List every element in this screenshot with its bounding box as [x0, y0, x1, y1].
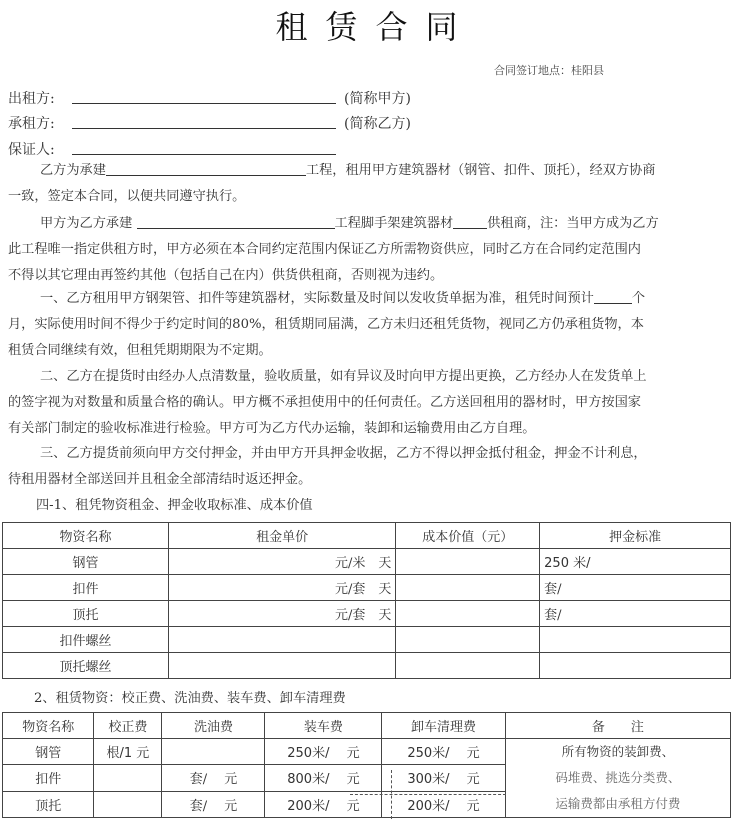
clause-text: 有关部门制定的验收标准进行检验。甲方可为乙方代办运输，装卸和运输费用由乙方自理。 [8, 421, 536, 436]
lessee-blank[interactable] [72, 128, 336, 129]
header-cell: 装车费 [265, 713, 382, 739]
clause-text: 租赁合同继续有效，但租凭期期限为不定期。 [8, 343, 272, 358]
table-row [3, 627, 731, 653]
clause-text: 一、乙方租用甲方钢架管、扣件等建筑器材，实际数量及时间以发收货单据为准，租凭时间预计 [40, 291, 594, 306]
intro-text: 乙方为承建 [40, 163, 106, 178]
rent-cell[interactable] [168, 627, 395, 653]
lessor-label: 出租方: [8, 91, 55, 107]
lessee-row [8, 113, 411, 133]
lessee-label: 承租方: [8, 116, 55, 132]
unloading-fee[interactable]: 200米/ 元 [382, 791, 505, 817]
header-cell: 成本价值（元） [396, 523, 540, 549]
months-blank[interactable] [594, 289, 632, 304]
correction-fee[interactable] [94, 765, 162, 791]
clause-3 [8, 441, 730, 493]
rent-deposit-table [2, 522, 731, 679]
guarantor-row [8, 139, 70, 159]
table-header-row [3, 713, 731, 739]
table-row [3, 575, 731, 601]
sign-place: 合同签订地点：桂阳县 [494, 64, 604, 77]
deposit-cell[interactable] [540, 627, 731, 653]
intro-text: 甲方为乙方承建 [40, 216, 137, 231]
material-name: 扣件 [3, 575, 169, 601]
remark-line: 码堆费、挑选分类费、 [555, 770, 681, 785]
document-title: 租赁合同 [275, 8, 476, 46]
rent-cell[interactable]: 元/套 天 [168, 601, 395, 627]
header-cell: 物资名称 [3, 713, 94, 739]
selection-marquee-left [391, 770, 392, 819]
section-4-2-heading: 2、租赁物资：校正费、洗油费、装车费、卸车清理费 [34, 691, 346, 706]
lessor-note: (简称甲方) [344, 91, 411, 107]
table-row [3, 549, 731, 575]
clause-text: 月，实际使用时间不得少于约定时间的80%，租赁期同届满，乙方未归还租凭货物，视同乙方仍承租货物，本 [8, 317, 644, 332]
intro-text: 工程，租用甲方建筑器材（钢管、扣件、顶托），经双方协商 [305, 163, 656, 178]
clause-text: 待租用器材全部送回并且租金全部清结时返还押金。 [8, 472, 312, 487]
project-blank[interactable] [106, 161, 306, 176]
clause-text: 的签字视为对数量和质量合格的确认。甲方概不承担使用中的任何责任。乙方送回租用的器材时，甲方按国家 [8, 395, 641, 410]
material-name: 顶托螺丝 [3, 653, 169, 679]
intro-text: 工程脚手架建筑器材 [334, 216, 454, 231]
header-cell: 卸车清理费 [382, 713, 505, 739]
rent-cell[interactable] [168, 653, 395, 679]
intro-paragraph-2 [8, 211, 730, 289]
table-header-row [3, 523, 731, 549]
deposit-cell[interactable] [540, 653, 731, 679]
cost-cell[interactable] [396, 601, 540, 627]
intro-text: 不得以其它理由再签约其他（包括自己在内）供货供租商，否则视为违约。 [8, 268, 444, 283]
loading-fee[interactable]: 800米/ 元 [265, 765, 382, 791]
deposit-cell[interactable]: 套/ [540, 575, 731, 601]
clause-text: 三、乙方提货前须向甲方交付押金，并由甲方开具押金收据，乙方不得以押金抵付租金，押金不计利息， [40, 446, 647, 461]
header-cell: 物资名称 [3, 523, 169, 549]
material-name: 顶托 [3, 791, 94, 817]
section-4-1-heading: 四-1、租凭物资租金、押金收取标准、成本价值 [36, 498, 313, 513]
table-row [3, 653, 731, 679]
cost-cell[interactable] [396, 653, 540, 679]
selection-marquee-top [350, 794, 506, 795]
oil-wash-fee[interactable]: 套/ 元 [162, 765, 265, 791]
material-name: 扣件螺丝 [3, 627, 169, 653]
guarantor-blank[interactable] [72, 154, 336, 155]
header-cell: 租金单价 [168, 523, 395, 549]
deposit-cell[interactable]: 250 米/ [540, 549, 731, 575]
header-cell: 备 注 [505, 713, 730, 739]
header-cell: 洗油费 [162, 713, 265, 739]
cost-cell[interactable] [396, 575, 540, 601]
table-row [3, 601, 731, 627]
supplier-blank[interactable] [453, 214, 487, 229]
oil-wash-fee[interactable] [162, 739, 265, 765]
header-cell: 押金标准 [540, 523, 731, 549]
material-name: 顶托 [3, 601, 169, 627]
lessor-row [8, 88, 411, 108]
fees-table [2, 712, 731, 818]
deposit-cell[interactable]: 套/ [540, 601, 731, 627]
cost-cell[interactable] [396, 627, 540, 653]
header-cell: 校正费 [94, 713, 162, 739]
unloading-fee[interactable]: 250米/ 元 [382, 739, 505, 765]
intro-text: 此工程唯一指定供租方时，甲方必须在本合同约定范围内保证乙方所需物资供应，同时乙方在合同约定范围内 [8, 242, 641, 257]
unloading-fee[interactable]: 300米/ 元 [382, 765, 505, 791]
oil-wash-fee[interactable]: 套/ 元 [162, 791, 265, 817]
intro-text: 一致，签定本合同，以便共同遵守执行。 [8, 189, 246, 204]
correction-fee[interactable] [94, 791, 162, 817]
correction-fee[interactable]: 根/1 元 [94, 739, 162, 765]
remark-line: 所有物资的装卸费、 [561, 744, 675, 759]
table-row [3, 739, 731, 765]
clause-2 [8, 364, 730, 442]
remarks-cell [505, 739, 730, 818]
clause-1 [8, 286, 730, 364]
loading-fee[interactable]: 200米/ 元 [265, 791, 382, 817]
intro-paragraph-1 [8, 158, 730, 210]
loading-fee[interactable]: 250米/ 元 [265, 739, 382, 765]
material-name: 钢管 [3, 739, 94, 765]
rent-cell[interactable]: 元/米 天 [168, 549, 395, 575]
lessee-note: (简称乙方) [344, 116, 411, 132]
clause-text: 个 [631, 291, 646, 306]
project-blank-2[interactable] [137, 214, 335, 229]
intro-text: 供租商，注：当甲方成为乙方 [487, 216, 659, 231]
clause-text: 二、乙方在提货时由经办人点清数量，验收质量，如有异议及时向甲方提出更换，乙方经办人在发货单上 [40, 369, 647, 384]
remark-line: 运输费都由承租方付费 [555, 796, 681, 811]
lessor-blank[interactable] [72, 103, 336, 104]
material-name: 钢管 [3, 549, 169, 575]
rent-cell[interactable]: 元/套 天 [168, 575, 395, 601]
cost-cell[interactable] [396, 549, 540, 575]
material-name: 扣件 [3, 765, 94, 791]
guarantor-label: 保证人: [8, 142, 55, 158]
